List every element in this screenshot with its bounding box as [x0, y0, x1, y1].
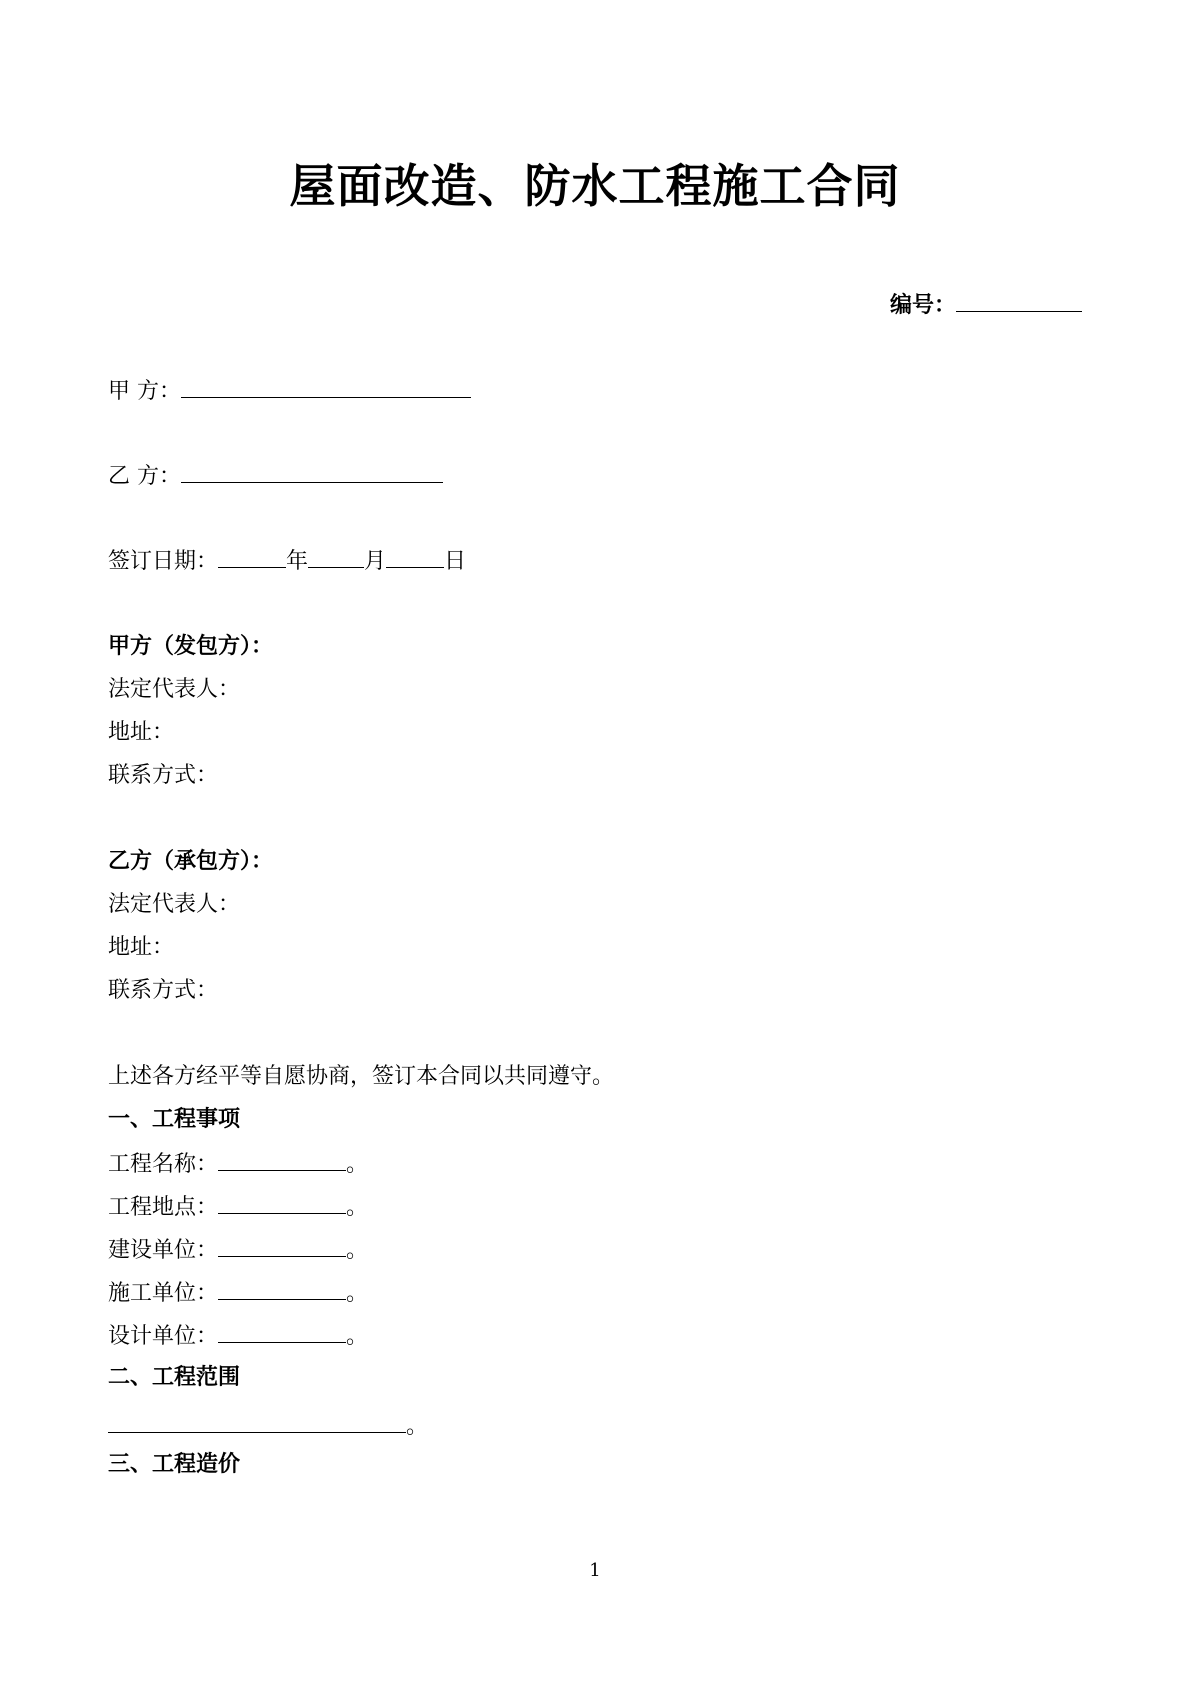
construction-unit-blank[interactable] [218, 1234, 346, 1257]
party-b-blank[interactable] [181, 460, 443, 483]
day-label: 日 [444, 549, 467, 574]
design-unit-label: 设计单位： [108, 1324, 219, 1349]
month-blank[interactable] [308, 545, 364, 568]
scope-end: 。 [406, 1414, 429, 1439]
sign-date-label: 签订日期： [108, 549, 219, 574]
project-location-end: 。 [346, 1195, 369, 1220]
document-title: 屋面改造、防水工程施工合同 [289, 159, 901, 213]
intro-paragraph: 上述各方经平等自愿协商，签订本合同以共同遵守。 [108, 1064, 615, 1089]
party-b-line [108, 460, 443, 492]
party-a-label: 甲 方： [108, 379, 181, 404]
project-location-label: 工程地点： [108, 1195, 219, 1220]
party-b-rep: 法定代表人： [108, 892, 241, 917]
section-2-heading: 二、工程范围 [108, 1365, 241, 1390]
party-a-contact: 联系方式： [108, 763, 219, 788]
page-number: 1 [589, 1560, 601, 1581]
serial-number [890, 288, 1082, 319]
month-label: 月 [364, 549, 387, 574]
party-a-line [108, 375, 471, 407]
party-b-label: 乙 方： [108, 464, 181, 489]
serial-label: 编号： [889, 293, 956, 318]
project-name-line [108, 1148, 368, 1180]
party-a-blank[interactable] [181, 375, 471, 398]
scope-blank[interactable] [108, 1410, 406, 1433]
contractor-unit-label: 施工单位： [108, 1281, 219, 1306]
party-b-contact: 联系方式： [108, 978, 219, 1003]
project-name-blank[interactable] [218, 1148, 346, 1171]
party-b-address: 地址： [108, 935, 175, 960]
scope-line [108, 1410, 428, 1442]
project-name-end: 。 [346, 1152, 369, 1177]
project-location-line [108, 1191, 368, 1223]
construction-unit-label: 建设单位： [108, 1238, 219, 1263]
year-label: 年 [286, 549, 309, 574]
construction-unit-line [108, 1234, 368, 1266]
contractor-unit-end: 。 [346, 1281, 369, 1306]
contractor-unit-blank[interactable] [218, 1277, 346, 1300]
project-name-label: 工程名称： [108, 1152, 219, 1177]
design-unit-line [108, 1320, 368, 1352]
contractor-unit-line [108, 1277, 368, 1309]
design-unit-blank[interactable] [218, 1320, 346, 1343]
party-b-heading: 乙方（承包方）： [108, 849, 274, 874]
party-a-address: 地址： [108, 720, 175, 745]
sign-date-line [108, 545, 466, 577]
serial-blank[interactable] [956, 289, 1082, 312]
construction-unit-end: 。 [346, 1238, 369, 1263]
party-a-heading: 甲方（发包方）： [108, 634, 274, 659]
day-blank[interactable] [386, 545, 444, 568]
project-location-blank[interactable] [218, 1191, 346, 1214]
section-1-heading: 一、工程事项 [108, 1107, 241, 1132]
design-unit-end: 。 [346, 1324, 369, 1349]
section-3-heading: 三、工程造价 [108, 1452, 241, 1477]
year-blank[interactable] [218, 545, 286, 568]
party-a-rep: 法定代表人： [108, 677, 241, 702]
